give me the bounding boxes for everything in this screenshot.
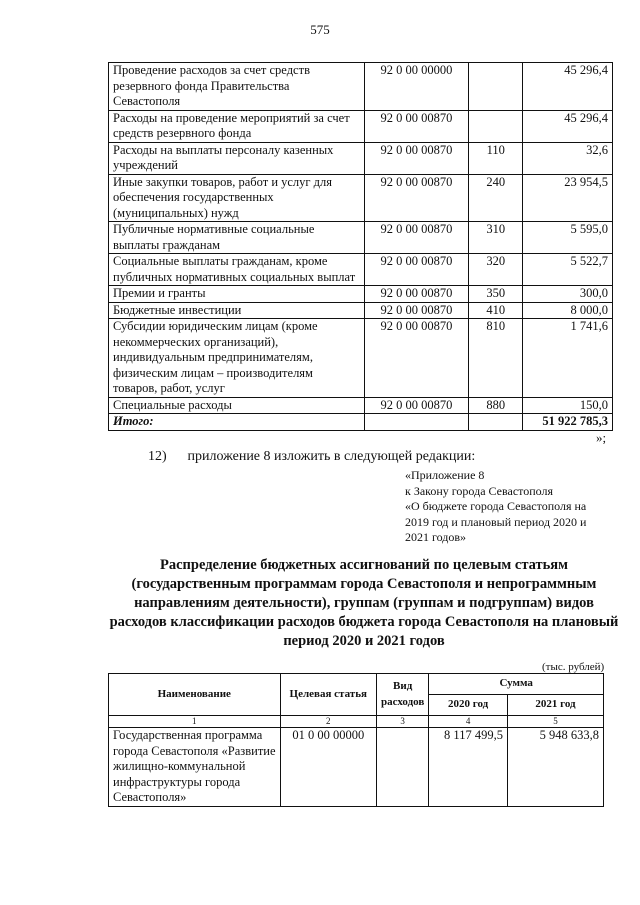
amendment-item [148, 449, 475, 465]
header-vid: Вид расходов [377, 674, 429, 716]
row-name: Расходы на выплаты персоналу казенных учреждений [109, 142, 365, 174]
row-name: Бюджетные инвестиции [109, 302, 365, 319]
total-amount: 51 922 785,3 [523, 414, 613, 431]
row-amount: 5 522,7 [523, 254, 613, 286]
row-vid: 810 [469, 319, 523, 398]
row-amount: 23 954,5 [523, 174, 613, 222]
total-vid [469, 414, 523, 431]
table-row [109, 397, 613, 414]
total-code [364, 414, 469, 431]
table-row [109, 319, 613, 398]
annex-line-1: «Приложение 8 [405, 468, 485, 482]
col-number: 1 [109, 716, 281, 728]
annex-reference [405, 468, 610, 546]
unit-label: (тыс. рублей) [542, 661, 605, 673]
row-code: 92 0 00 00870 [364, 319, 469, 398]
row-code: 92 0 00 00870 [364, 222, 469, 254]
row-name: Субсидии юридическим лицам (кроме некоммерческих организаций), индивидуальным предпринимателям, физическим лицам – производителям товаров, работ, услуг [109, 319, 365, 398]
row-name: Специальные расходы [109, 397, 365, 414]
row-name: Премии и гранты [109, 286, 365, 303]
header-2021: 2021 год [507, 695, 603, 716]
header-code: Целевая статья [280, 674, 376, 716]
row-vid: 240 [469, 174, 523, 222]
row-vid: 350 [469, 286, 523, 303]
row-name: Расходы на проведение мероприятий за счет средств резервного фонда [109, 110, 365, 142]
table-row [109, 142, 613, 174]
row-code: 01 0 00 00000 [280, 728, 376, 807]
row-name: Проведение расходов за счет средств резервного фонда Правительства Севастополя [109, 63, 365, 111]
row-vid [377, 728, 429, 807]
column-number-row [109, 716, 604, 728]
document-title: Распределение бюджетных ассигнований по целевым статьям (государственным программам города Севастополя и непрограммным направлениям деятельности), группам (группам и подгруппам) видов расходов классификации расходов бюджета города Севастополя на плановый период 2020 и 2021 годов [109, 557, 619, 649]
row-amount: 1 741,6 [523, 319, 613, 398]
total-row [109, 414, 613, 431]
row-name: Иные закупки товаров, работ и услуг для обеспечения государственных (муниципальных) нужд [109, 174, 365, 222]
table-row [109, 63, 613, 111]
row-name: Публичные нормативные социальные выплаты гражданам [109, 222, 365, 254]
closing-quote-mark: »; [596, 430, 607, 445]
row-amount: 32,6 [523, 142, 613, 174]
row-amount-2021: 5 948 633,8 [507, 728, 603, 807]
row-amount: 8 000,0 [523, 302, 613, 319]
row-amount: 150,0 [523, 397, 613, 414]
row-name: Социальные выплаты гражданам, кроме публичных нормативных социальных выплат [109, 254, 365, 286]
col-number: 2 [280, 716, 376, 728]
table-row [109, 286, 613, 303]
row-code: 92 0 00 00870 [364, 142, 469, 174]
table-row [109, 222, 613, 254]
row-vid: 320 [469, 254, 523, 286]
row-vid [469, 63, 523, 111]
row-code: 92 0 00 00000 [364, 63, 469, 111]
table-row [109, 110, 613, 142]
allocation-table [108, 673, 604, 807]
header-name: Наименование [109, 674, 281, 716]
header-2020: 2020 год [429, 695, 508, 716]
col-number: 3 [377, 716, 429, 728]
row-code: 92 0 00 00870 [364, 397, 469, 414]
row-vid: 310 [469, 222, 523, 254]
page-number: 575 [310, 22, 330, 37]
col-number: 4 [429, 716, 508, 728]
annex-line-3: «О бюджете города Севастополя на 2019 год и плановый период 2020 и 2021 годов» [405, 499, 587, 544]
table-row [109, 254, 613, 286]
row-amount: 45 296,4 [523, 63, 613, 111]
row-name: Государственная программа города Севастополя «Развитие жилищно-коммунальной инфраструктуры города Севастополя» [109, 728, 281, 807]
row-vid: 110 [469, 142, 523, 174]
annex-line-2: к Закону города Севастополя [405, 483, 554, 498]
col-number: 5 [507, 716, 603, 728]
expense-table [108, 62, 613, 431]
row-code: 92 0 00 00870 [364, 302, 469, 319]
table-row [109, 728, 604, 807]
amendment-item-text: приложение 8 изложить в следующей редакции: [187, 449, 476, 464]
row-vid: 410 [469, 302, 523, 319]
table-row [109, 302, 613, 319]
row-amount: 45 296,4 [523, 110, 613, 142]
row-vid: 880 [469, 397, 523, 414]
row-amount-2020: 8 117 499,5 [429, 728, 508, 807]
row-code: 92 0 00 00870 [364, 110, 469, 142]
row-amount: 300,0 [523, 286, 613, 303]
row-code: 92 0 00 00870 [364, 286, 469, 303]
row-vid [469, 110, 523, 142]
row-code: 92 0 00 00870 [364, 174, 469, 222]
table-row [109, 174, 613, 222]
row-amount: 5 595,0 [523, 222, 613, 254]
total-label: Итого: [109, 414, 365, 431]
header-sum: Сумма [429, 674, 604, 695]
row-code: 92 0 00 00870 [364, 254, 469, 286]
amendment-item-number: 12) [148, 449, 167, 464]
